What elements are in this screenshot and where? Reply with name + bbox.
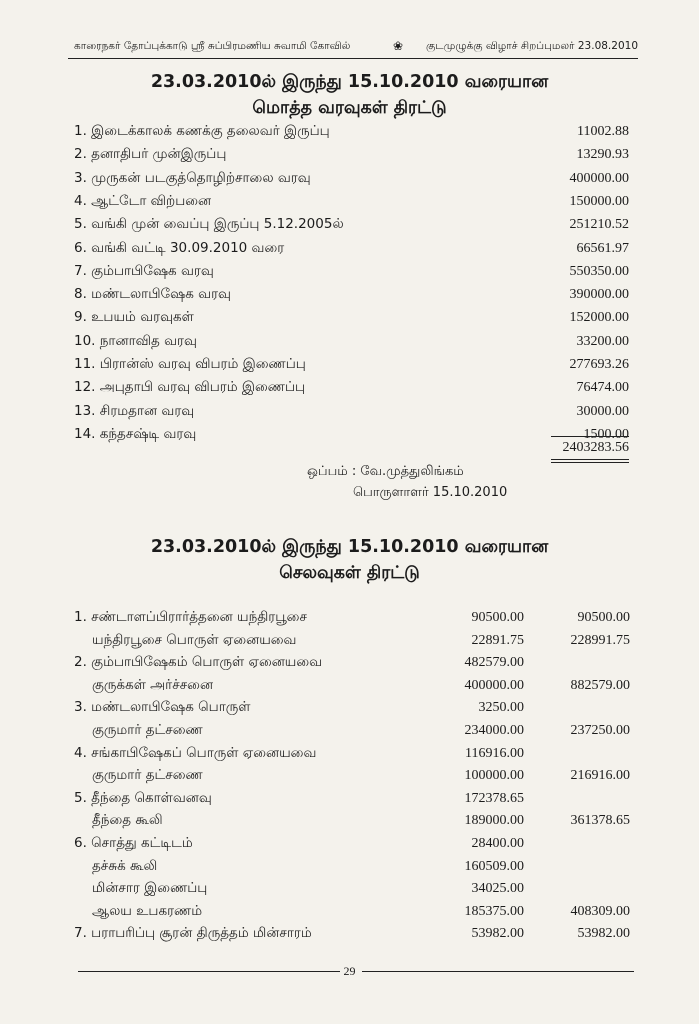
income-row-amount: 277693.26	[569, 357, 629, 372]
expense-row-amount: 100000.00	[464, 768, 524, 784]
expense-row-amount: 482579.00	[464, 655, 524, 671]
income-row-label: 10. நானாவித வரவு	[74, 332, 197, 349]
expense-title-line2: செலவுகள் திரட்டு	[279, 563, 420, 583]
expense-row-subtotal: 228991.75	[570, 632, 630, 648]
expense-row-amount: 189000.00	[464, 813, 524, 829]
income-row-amount: 390000.00	[569, 287, 629, 303]
expense-row-label: மின்சார இணைப்பு	[92, 880, 208, 897]
expense-row	[0, 696, 699, 719]
expense-row	[0, 764, 699, 787]
expense-row-label: 2. கும்பாபிஷேகம் பொருள் ஏனையவை	[74, 654, 323, 671]
expense-row-label: 6. சொத்து கட்டிடம்	[74, 835, 193, 851]
income-row-amount: 150000.00	[569, 193, 629, 209]
expense-row-subtotal: 90500.00	[577, 610, 630, 625]
expense-row	[0, 742, 699, 765]
income-row-label: 7. கும்பாபிஷேக வரவு	[74, 262, 214, 279]
expense-row-label: 7. பராபரிப்பு சூரன் திருத்தம் மின்சாரம்	[74, 925, 312, 942]
expense-row	[0, 809, 699, 832]
income-row-amount: 30000.00	[576, 403, 629, 419]
income-row-amount: 76474.00	[576, 380, 629, 396]
expense-row	[0, 606, 699, 629]
expense-row	[0, 832, 699, 855]
expense-row	[0, 674, 699, 697]
expense-row-label: 3. மண்டலாபிஷேக பொருள்	[74, 699, 251, 716]
expense-row	[0, 719, 699, 742]
header-ornament-icon: ❀	[393, 39, 404, 53]
expense-row-amount: 160509.00	[464, 858, 524, 874]
expense-row-subtotal: 53982.00	[577, 926, 630, 942]
income-total-rule-bottom-1	[551, 459, 629, 460]
expense-row-amount: 185375.00	[464, 903, 524, 919]
expense-row-amount: 234000.00	[464, 723, 524, 738]
expense-row-label: 1. சண்டாளப்பிரார்த்தனை யந்திரபூசை	[74, 609, 307, 625]
expense-row-amount: 116916.00	[465, 745, 524, 761]
income-row	[0, 167, 699, 190]
income-row-amount: 152000.00	[569, 310, 629, 326]
running-header	[68, 36, 638, 56]
income-row-amount: 66561.97	[576, 240, 629, 256]
expense-row	[0, 855, 699, 878]
income-row-amount: 400000.00	[569, 170, 629, 186]
income-row	[0, 330, 699, 353]
expense-row-amount: 172378.65	[464, 790, 524, 806]
income-row	[0, 353, 699, 376]
expense-row-subtotal: 216916.00	[570, 768, 630, 784]
income-row	[0, 213, 699, 236]
income-title-line1: 23.03.2010ல் இருந்து 15.10.2010 வரையான	[150, 72, 549, 92]
income-row-label: 8. மண்டலாபிஷேக வரவு	[74, 286, 231, 303]
income-row-label: 11. பிரான்ஸ் வரவு விபரம் இணைப்பு	[74, 356, 306, 372]
expense-title-line1: 23.03.2010ல் இருந்து 15.10.2010 வரையான	[150, 537, 549, 557]
expense-row-label: யந்திரபூசை பொருள் ஏனையவை	[92, 631, 297, 648]
income-row-label: 5. வங்கி முன் வைப்பு இருப்பு 5.12.2005ல்	[74, 216, 344, 233]
income-row-label: 4. ஆட்டோ விற்பனை	[74, 192, 212, 209]
income-row	[0, 376, 699, 399]
income-row-amount: 11002.88	[577, 124, 629, 139]
income-row-label: 6. வங்கி வட்டி 30.09.2010 வரை	[74, 239, 285, 256]
income-title-line2: மொத்த வரவுகள் திரட்டு	[252, 98, 447, 118]
expense-row-label: குருமார் தட்சணை	[92, 767, 203, 784]
expense-row-amount: 34025.00	[471, 881, 524, 897]
signature-line: ஒப்பம் : வே.முத்துலிங்கம்	[307, 464, 464, 479]
income-row	[0, 400, 699, 423]
expense-row-amount: 3250.00	[478, 700, 524, 716]
income-total: 2403283.56	[562, 440, 629, 455]
expense-row	[0, 629, 699, 652]
expense-row-label: தீந்தை கூலி	[92, 812, 163, 829]
page-number: 29	[343, 964, 356, 978]
expense-row-amount: 90500.00	[471, 610, 524, 625]
header-rule	[68, 58, 638, 59]
expense-row-amount: 400000.00	[464, 677, 524, 693]
income-row-amount: 13290.93	[576, 147, 629, 163]
expense-row-subtotal: 237250.00	[570, 723, 630, 738]
income-row-label: 3. முருகன் படகுத்தொழிற்சாலை வரவு	[74, 169, 311, 186]
income-row-label: 1. இடைக்காலக் கணக்கு தலைவர் இருப்பு	[74, 123, 330, 139]
income-row-amount: 33200.00	[576, 333, 629, 349]
expense-row-subtotal: 882579.00	[570, 677, 630, 693]
footer-rule-right	[362, 971, 634, 972]
income-row-label: 9. உபயம் வரவுகள்	[74, 309, 194, 326]
income-row	[0, 190, 699, 213]
income-row-label: 14. கந்தசஷ்டி வரவு	[74, 425, 197, 442]
signature-designation: பொருளாளர் 15.10.2010	[353, 485, 508, 500]
header-souvenir-title: குடமுழுக்கு விழாச் சிறப்புமலர் 23.08.2010	[426, 40, 638, 52]
income-row-label: 12. அபுதாபி வரவு விபரம் இணைப்பு	[74, 379, 306, 396]
expense-row-label: தச்சுக் கூலி	[92, 857, 158, 874]
income-row	[0, 260, 699, 283]
income-row	[0, 120, 699, 143]
expense-row	[0, 787, 699, 810]
expense-row-label: ஆலய உபகரணம்	[92, 902, 203, 919]
expense-row-amount: 22891.75	[471, 632, 524, 648]
expense-row	[0, 922, 699, 945]
income-row	[0, 143, 699, 166]
income-row-amount: 550350.00	[569, 263, 629, 279]
income-row	[0, 306, 699, 329]
income-row-amount: 251210.52	[569, 217, 629, 233]
expense-row-label: 4. சங்காபிஷேகப் பொருள் ஏனையவை	[74, 744, 317, 761]
expense-row-label: குருக்கள் அர்ச்சனை	[92, 676, 214, 693]
income-row-label: 2. தனாதிபர் முன்இருப்பு	[74, 146, 227, 163]
income-total-rule-bottom-2	[551, 462, 629, 463]
income-row	[0, 283, 699, 306]
expense-row-amount: 28400.00	[471, 836, 524, 851]
expense-row-subtotal: 361378.65	[570, 813, 630, 829]
income-row	[0, 237, 699, 260]
expense-row-subtotal: 408309.00	[570, 903, 630, 919]
expense-row-label: குருமார் தட்சணை	[92, 722, 203, 738]
expense-row-amount: 53982.00	[471, 926, 524, 942]
expense-row	[0, 900, 699, 923]
income-row-label: 13. சிரமதான வரவு	[74, 402, 195, 419]
income-row-amount: 1500.00	[583, 426, 629, 442]
expense-row	[0, 877, 699, 900]
header-temple-name: காரைநகர் தோப்புக்காடு ஸ்ரீ சுப்பிரமணிய சுவாமி கோவில்	[74, 40, 351, 52]
expense-row	[0, 651, 699, 674]
expense-row-label: 5. தீந்தை கொள்வனவு	[74, 789, 212, 806]
